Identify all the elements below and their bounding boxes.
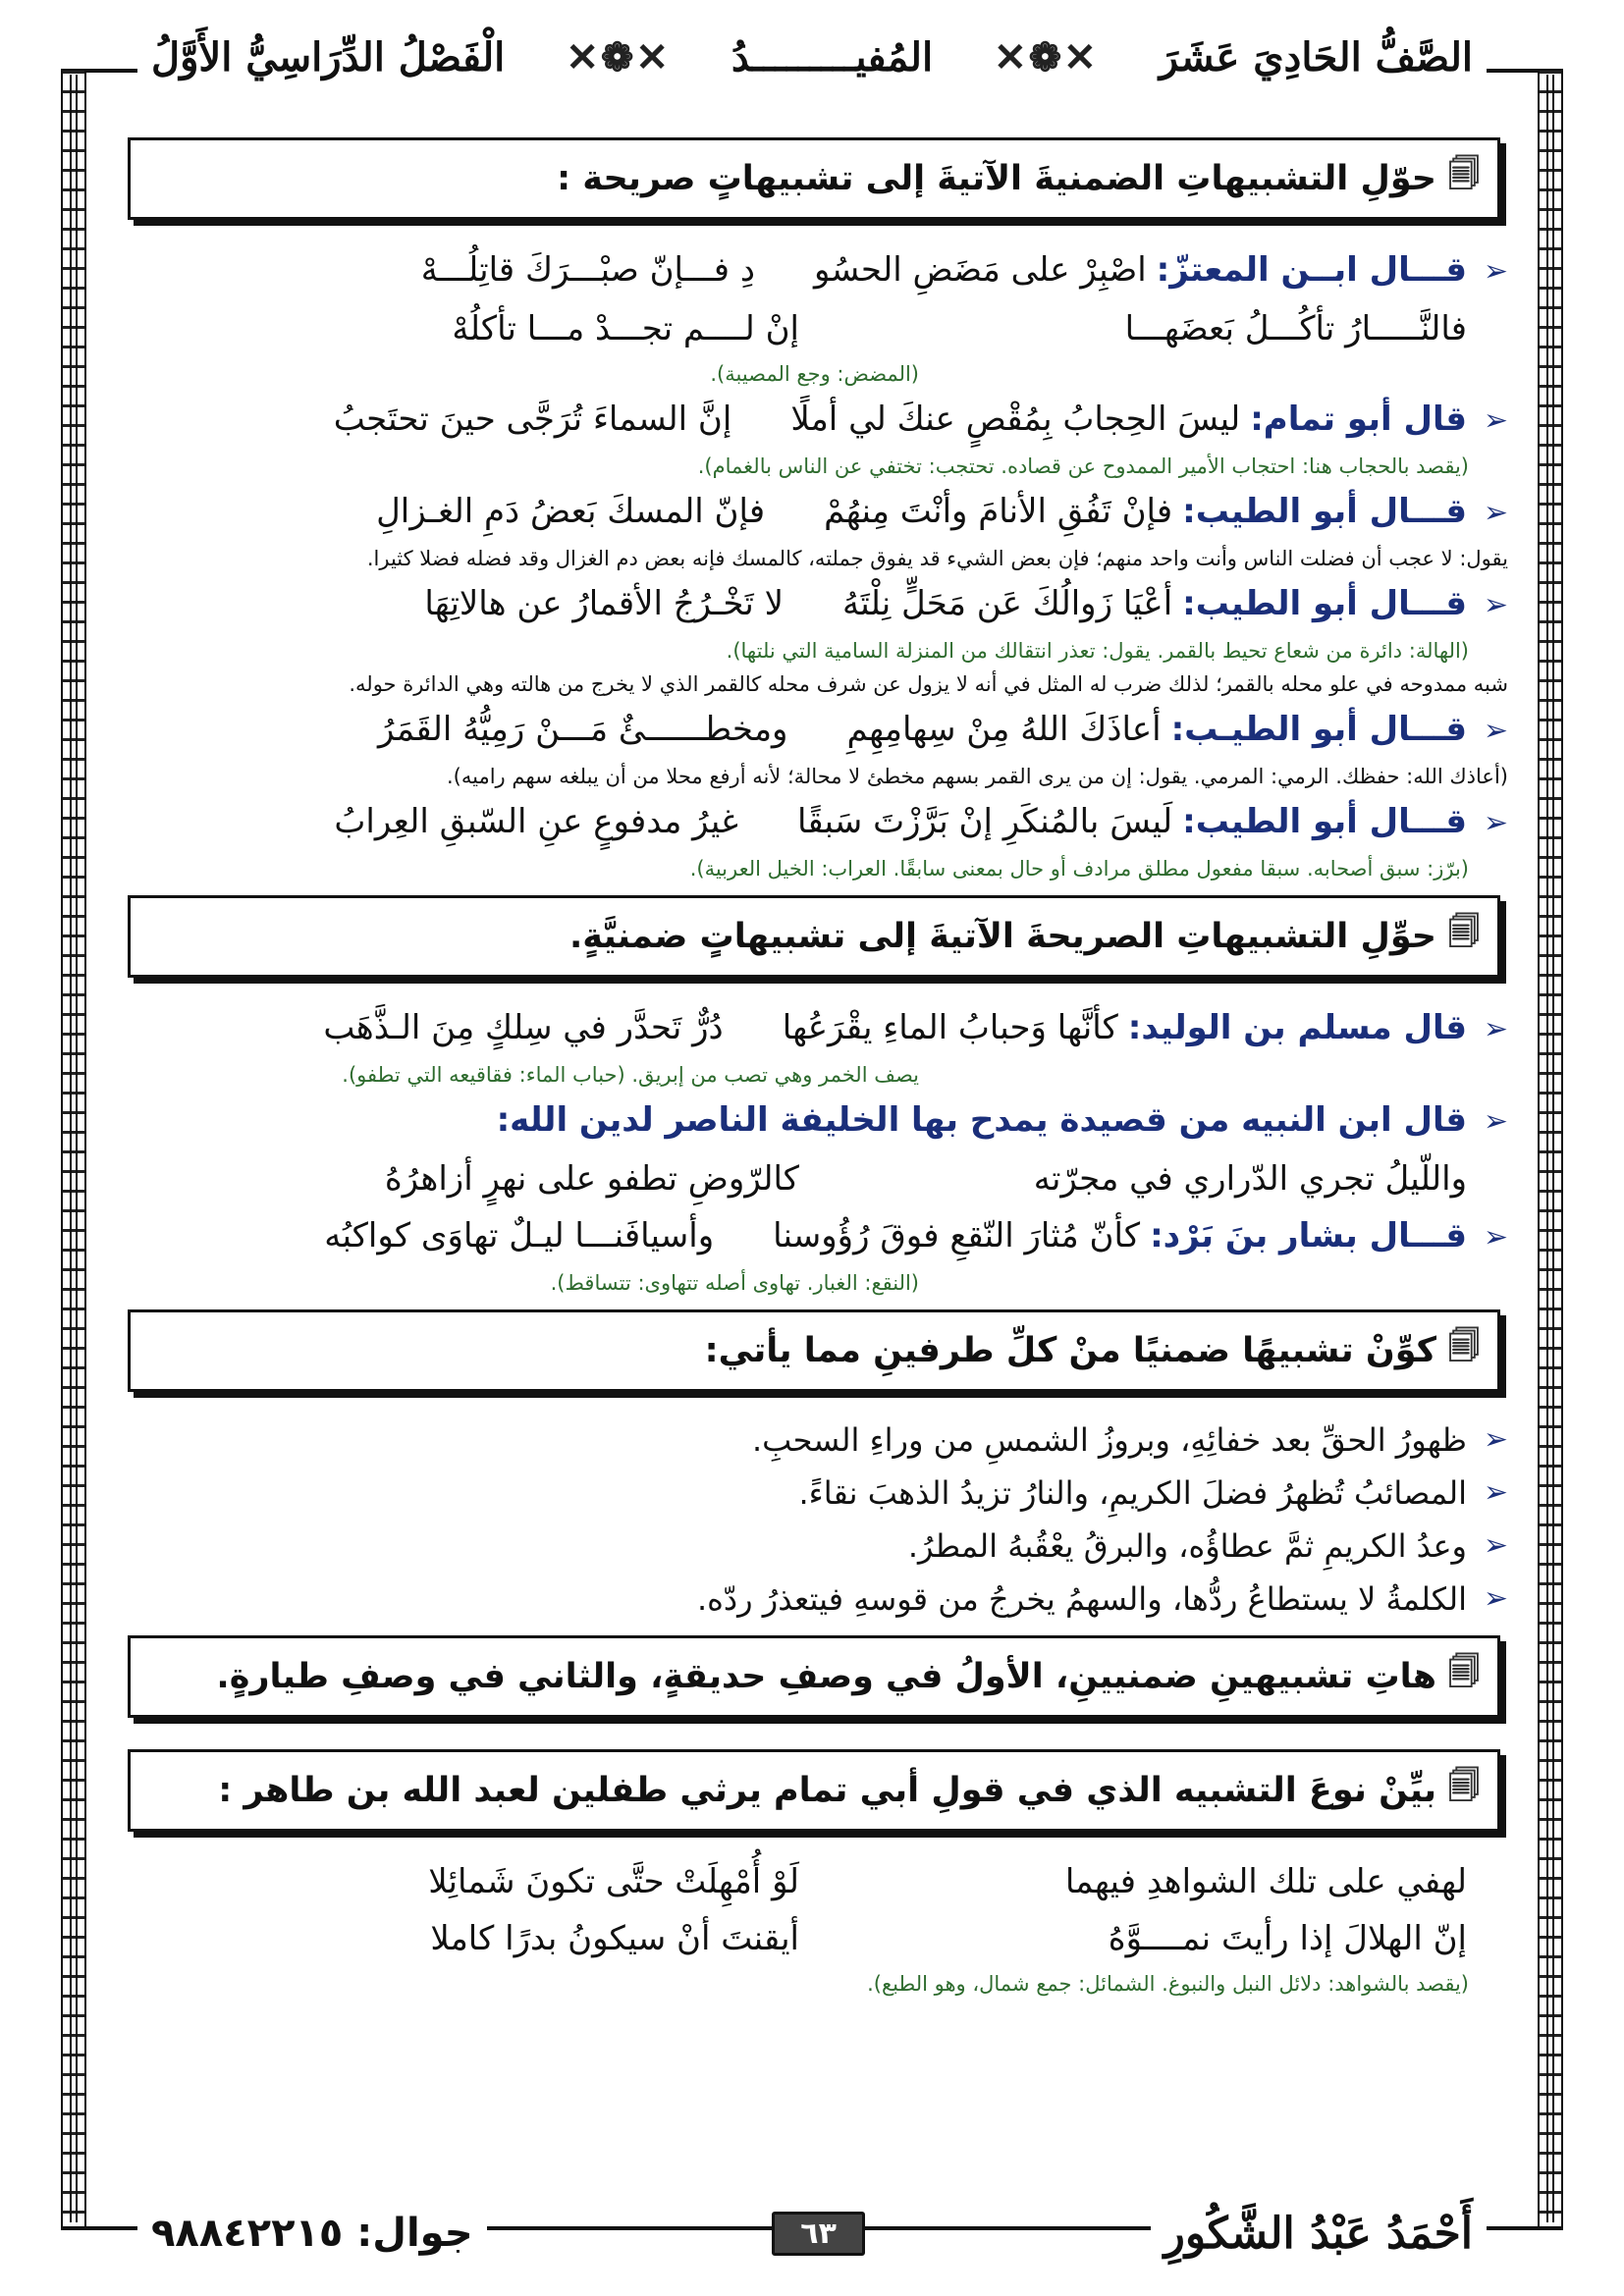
explanation-note: (المضض: وجع المصيبة). [710, 362, 919, 386]
section-spacer [116, 2001, 1508, 2010]
book-title: المُفيـــــــــدُ [718, 34, 947, 80]
author-name: أَحْمَدُ عَبْدُ الشَّكُورِ [1151, 2209, 1487, 2259]
section-spacer [116, 1626, 1508, 1635]
section-spacer [116, 885, 1508, 895]
hemistich-first: فإنْ تَفُقِ الأنامَ وأنْتَ مِنهُمْ [824, 492, 1173, 531]
document-icon: 🗐 [1448, 913, 1480, 950]
hemistich-first: أعاذَكَ اللهُ مِنْ سِهامِهِمِ [846, 710, 1162, 749]
document-icon: 🗐 [1448, 1767, 1480, 1804]
verse-line [116, 999, 1508, 1058]
verse-line [116, 1092, 1508, 1150]
poet-name: قال أبو تمام: [1250, 400, 1467, 439]
document-icon: 🗐 [1448, 155, 1480, 192]
hemistich-second: إنَّ السماءَ تُرَجَّى حينَ تحتَجبُ [333, 400, 732, 439]
list-item [116, 1414, 1508, 1467]
document-icon: 🗐 [1448, 1327, 1480, 1364]
arrow-left-icon: ➢ [1483, 588, 1508, 622]
hemistich-first: لهفي على تلك الشواهدِ فيهما [1064, 1862, 1467, 1901]
verse-line [116, 1910, 1508, 1967]
page-header [137, 29, 1487, 84]
hemistich-second: دُرٌّ تَحدَّر في سِلكٍ مِنَ الـذَّهَب [323, 1008, 724, 1047]
question-box [128, 895, 1500, 978]
hemistich-first: فالنَّـــــارُ تأكُـــلُ بَعضَهـــا [1124, 309, 1467, 348]
page-number: ٦٣ [772, 2212, 865, 2256]
poet-name: قـــال أبو الطيب: [1182, 802, 1467, 841]
frame-left-border [61, 69, 86, 2228]
explanation-note: (الهالة: دائرة من شعاع تحيط بالقمر. يقول: تعذر انتقالك من المنزلة السامية التي نلتها). [726, 639, 1469, 663]
hemistich-second: لَوْ أُمْهِلَتْ حتَّى تكونَ شَمائِلا [428, 1862, 799, 1901]
verse-line [116, 483, 1508, 542]
arrow-left-icon: ➢ [1483, 254, 1508, 289]
phone-number: جوال: ٩٨٨٤٢٢١٥ [137, 2211, 487, 2256]
explanation-note: (برّز: سبق أصحابه. سبقا مفعول مطلق مرادف أو حال بمعنى سابقًا. العراب: الخيل العربية). [689, 857, 1469, 881]
verse-line [116, 1853, 1508, 1910]
arrow-left-icon: ➢ [1483, 1104, 1508, 1139]
explanation-note: يصف الخمر وهي تصب من إبريق. (حباب الماء: فقاقيعه التي تطفو). [342, 1063, 919, 1087]
item-text: ظهورُ الحقِّ بعد خفائِهِ، وبروزُ الشمسِ من وراءِ السحبِ. [752, 1421, 1467, 1459]
item-text: المصائبُ تُظهرُ فضلَ الكريمِ، والنارُ تزيدُ الذهبَ نقاءً. [798, 1474, 1467, 1512]
explanation-note: (يقصد بالشواهد: دلائل النبل والنبوغ. الشمائل: جمع شمال، وهو الطبع). [867, 1972, 1469, 1996]
semester-label: الْفَصْلُ الدِّرَاسِيُّ الأَوَّلُ [137, 34, 518, 80]
arrow-left-icon: ➢ [1483, 714, 1508, 748]
explanation-note: (أعاذك الله: حفظك. الرمي: المرمي. يقول: إن من يرى القمر بسهم مخطئ لا محالة؛ لأنه أرفع محلا من أن يبلغه سهم راميه). [447, 765, 1508, 788]
section-spacer [116, 1739, 1508, 1749]
hemistich-first: أعْيَا زَوالُكَ عَن مَحَلٍّ نِلْتَهُ [842, 584, 1173, 623]
frame-right-border [1538, 69, 1563, 2228]
hemistich-second: دِ فـــإنّ صبْـــرَكَ قاتِلُـــهْ [420, 250, 755, 290]
question-title: هاتِ تشبيهينِ ضمنيينِ، الأولُ في وصفِ حديقةٍ، والثاني في وصفِ طيارةٍ. [216, 1657, 1437, 1696]
header-ornament: ✕❁✕ [980, 34, 1112, 80]
section-spacer [116, 1300, 1508, 1309]
hemistich-second: إنْ لــــم تجـــدْ مـــا تأكلُهْ [452, 309, 799, 348]
hemistich-second: ومخطــــــئٌ مَـــنْ رَمِيُّهُ القَمَرُ [377, 710, 788, 749]
verse-line [116, 1207, 1508, 1266]
hemistich-first: لَيسَ بالمُنكَرِ إنْ بَرَّزْتَ سَبقًا [796, 802, 1173, 841]
question-title: كوِّنْ تشبيهًا ضمنيًا منْ كلِّ طرفينِ مما يأتي: [704, 1331, 1437, 1370]
hemistich-second: وأسيافَنـــا ليـلٌ تهاوَى كواكبُه [324, 1216, 715, 1255]
page-content [116, 137, 1508, 2010]
question-box [128, 1749, 1500, 1832]
item-text: الكلمةُ لا يستطاعُ ردُّها، والسهمُ يخرجُ من قوسهِ فيتعذرُ ردّه. [696, 1580, 1467, 1618]
arrow-left-icon: ➢ [1483, 496, 1508, 530]
arrow-left-icon: ➢ [1483, 403, 1508, 438]
hemistich-first: كأنَّها وَحبابُ الماءِ يقْرَعُها [782, 1008, 1118, 1047]
arrow-left-icon: ➢ [1483, 1528, 1508, 1563]
hemistich-first: كأنّ مُثارَ النّقعِ فوقَ رُؤُوسنا [773, 1216, 1141, 1255]
explanation-note: شبه ممدوحه في علو محله بالقمر؛ لذلك ضرب له المثل في أنه لا يزول عن شرف محله كالقمر الذي لا يخرج من هالته وهي الدائرة حوله. [349, 672, 1508, 696]
page-footer [137, 2199, 1487, 2268]
question-box [128, 137, 1500, 220]
explanation-note: يقول: لا عجب أن فضلت الناس وأنت واحد منهم؛ فإن بعض الشيء قد يفوق جملته، كالمسك فإنه بعض دم الغزال وقد فضله فضلا كثيرا. [366, 547, 1508, 570]
explanation-note: (يقصد بالحجاب هنا: احتجاب الأمير الممدوح عن قصاده. تحتجب: تختفي عن الناس بالغمام). [697, 454, 1469, 478]
verse-line [116, 241, 1508, 300]
verse-line [116, 701, 1508, 760]
hemistich-second: لا تَخْـرُجُ الأقمارُ عن هالاتِهَا [424, 584, 784, 623]
verse-line [116, 575, 1508, 634]
hemistich-second: فإنّ المسكَ بَعضُ دَمِ الغـزالِ [376, 492, 766, 531]
question-title: بيِّنْ نوعَ التشبيه الذي في قولِ أبي تمام يرثي طفلين لعبد الله بن طاهر : [218, 1771, 1437, 1810]
verse-line [116, 793, 1508, 852]
arrow-left-icon: ➢ [1483, 1012, 1508, 1046]
question-title: حوّلِ التشبيهاتِ الضمنيةَ الآتيةَ إلى تشبيهاتٍ صريحة : [557, 159, 1437, 198]
item-text: وعدُ الكريمِ ثمَّ عطاؤُه، والبرقُ يعْقُبهُ المطرُ. [907, 1527, 1467, 1565]
verse-line [116, 1150, 1508, 1207]
poet-name: قـــال أبو الطيـب: [1170, 710, 1467, 749]
hemistich-second: غيرُ مدفوعٍ عنِ السّبقِ العِرابُ [334, 802, 738, 841]
hemistich-second: كالرّوضِ تطفو على نهرٍ أزاهرُهُ [384, 1159, 799, 1199]
grade-label: الصَّفُّ الحَادِيَ عَشَرَ [1146, 34, 1487, 80]
arrow-left-icon: ➢ [1483, 1422, 1508, 1457]
hemistich-first: واللّيلُ تجري الدّراري في مجرّته [1033, 1159, 1467, 1199]
arrow-left-icon: ➢ [1483, 1475, 1508, 1510]
poet-name: قال ابن النبيه من قصيدة يمدح بها الخليفة الناصر لدين الله: [496, 1100, 1467, 1140]
hemistich-first: اصْبِرْ على مَضَضِ الحسُو [814, 250, 1147, 290]
poet-name: قـــال بشار بنَ بَرْد: [1150, 1216, 1467, 1255]
verse-line [116, 391, 1508, 450]
header-ornament: ✕❁✕ [552, 34, 684, 80]
question-box [128, 1635, 1500, 1718]
hemistich-first: ليسَ الحِجابُ بِمُقْصٍ عنكَ لي أملًا [790, 400, 1241, 439]
document-icon: 🗐 [1448, 1653, 1480, 1690]
arrow-left-icon: ➢ [1483, 1581, 1508, 1616]
arrow-left-icon: ➢ [1483, 806, 1508, 840]
poet-name: قـــال أبو الطيب: [1182, 584, 1467, 623]
poet-name: قـــال أبو الطيب: [1182, 492, 1467, 531]
hemistich-second: أيقنتَ أنْ سيكونُ بدرًا كاملا [430, 1919, 799, 1958]
question-title: حوِّلِ التشبيهاتِ الصريحةَ الآتيةَ إلى تشبيهاتٍ ضمنيَّةٍ. [568, 917, 1437, 956]
question-box [128, 1309, 1500, 1392]
poet-name: قال مسلم بن الوليد: [1127, 1008, 1467, 1047]
hemistich-first: إنّ الهلالَ إذا رأيتَ نمــــوَّهُ [1108, 1919, 1467, 1958]
verse-line [116, 300, 1508, 357]
arrow-left-icon: ➢ [1483, 1220, 1508, 1255]
explanation-note: (النقع: الغبار. تهاوى أصله تتهاوى: تتساقط). [550, 1271, 919, 1295]
poet-name: قـــال ابــن المعتزّ: [1156, 250, 1467, 290]
list-item [116, 1467, 1508, 1520]
list-item [116, 1573, 1508, 1626]
list-item [116, 1520, 1508, 1573]
